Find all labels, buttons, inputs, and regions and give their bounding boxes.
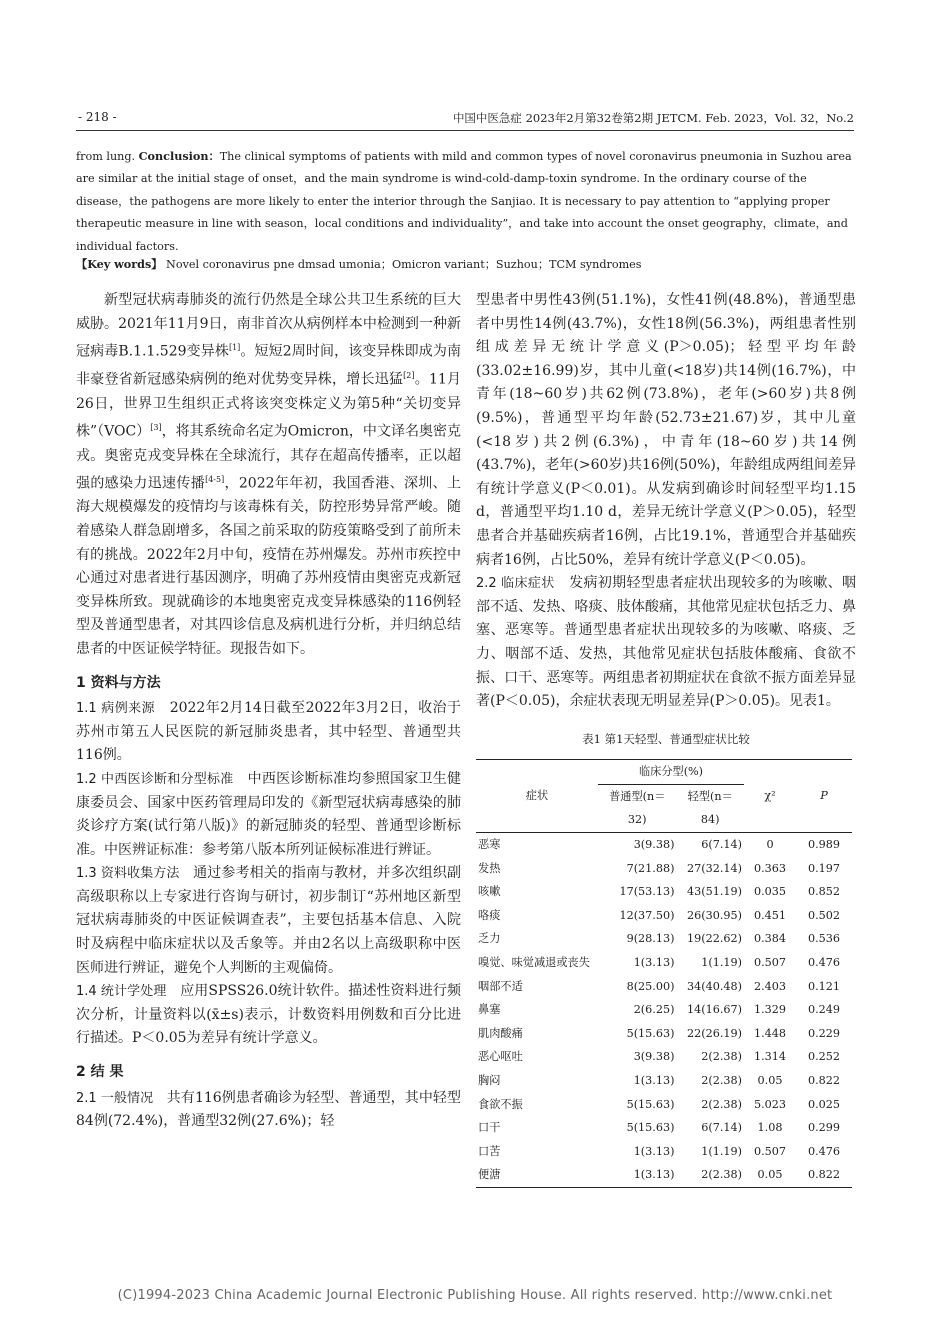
- symptom-cell: 咳嗽: [478, 885, 501, 899]
- mild-cell: 26(30.95): [687, 908, 742, 922]
- common-cell: 2(6.25): [633, 1003, 675, 1017]
- intro-paragraph: 新型冠状病毒肺炎的流行仍然是全球公共卫生系统的巨大威胁。2021年11月9日，南非首次从病例样本中检测到一种新冠病毒B.1.1.529变异株[1]。短短2周时间，该变异株即成为南非豪登省新冠感染病例的绝对优势变异株，增长迅猛[2]。11月26日，世界卫生组织正式将该突变株定义为第5种“关切变异株”（VOC）[3]，将其系统命名定为Omicron，中文译名奥密克戎。奥密克戎变异株在全球流行，其存在超高传播率，正以超强的感染力迅速传播[4-5]，2022年年初，我国香港、深圳、上海大规模爆发的疫情均与该毒株有关，防控形势异常严峻。随着感染人群急剧增多，各国之前采取的防疫策略受到了前所未有的挑战。2022年2月中旬，疫情在苏州爆发。苏州市疾控中心通过对患者进行基因测序，明确了苏州疫情由奥密克戎新冠变异株所致。现就确诊的本地奥密克戎变异株感染的116例轻型及普通型患者，对其四诊信息及病机进行分析，并归纳总结患者的中医证候学特征。现报告如下。: [76, 292, 461, 657]
- chi-cell: 0.363: [753, 861, 787, 875]
- symptom-cell: 咽部不适: [478, 979, 523, 993]
- mild-cell: 2(2.38): [701, 1097, 742, 1111]
- table-row: [476, 1093, 852, 1117]
- col-chi: χ²: [744, 760, 796, 833]
- ref-link[interactable]: [2]: [403, 371, 415, 381]
- mild-cell: 19(22.62): [687, 932, 742, 946]
- common-cell: 5(15.63): [626, 1097, 675, 1111]
- p-cell: 0.822: [796, 1163, 852, 1187]
- common-cell: 17(53.13): [619, 885, 675, 899]
- section-1-3: 1.3 资料收集方法 通过参考相关的指南与教材，并多次组织副高级职称以上专家进行咨询与研讨，初步制订“苏州地区新型冠状病毒肺炎的中医证候调查表”，主要包括基本信息、入院时及病程中临床症状以及舌象等。并由2名以上高级职称中医医师进行辨证，避免个人判断的主观偏倚。: [76, 865, 461, 976]
- ref-link[interactable]: [1]: [228, 343, 241, 353]
- table-row: [476, 998, 852, 1022]
- section-2-2: 2.2 临床症状 发病初期轻型患者症状出现较多的为咳嗽、咽部不适、发热、咯痰、肢体酸痛，其他常见症状包括乏力、鼻塞、恶寒等。普通型患者症状出现较多的为咳嗽、咯痰、乏力、咽部不适、发热，其他常见症状包括肢体酸痛、食欲不振、口干、恶寒等。两组患者初期症状在食欲不振方面差异显著(P＜0.05)，余症状表现无明显差异(P＞0.05)。见表1。: [476, 575, 857, 710]
- chi-cell: 1.314: [753, 1050, 787, 1064]
- mild-cell: 34(40.48): [687, 979, 742, 993]
- common-cell: 9(28.13): [626, 932, 675, 946]
- symptom-cell: 发热: [478, 861, 501, 875]
- p-cell: 0.852: [807, 885, 841, 899]
- mild-cell: 14(16.67): [687, 1003, 742, 1017]
- common-cell: 1(3.13): [633, 1144, 675, 1158]
- chi-cell: 1.08: [757, 1121, 783, 1135]
- p-cell: 0.025: [807, 1097, 841, 1111]
- symptom-cell: 鼻塞: [478, 1003, 501, 1017]
- p-cell: 0.502: [807, 908, 841, 922]
- page-number: - 218 -: [78, 110, 117, 124]
- symptom-cell: 恶寒: [478, 838, 501, 852]
- table-row: [476, 1022, 852, 1046]
- mild-cell: 2(2.38): [701, 1074, 742, 1087]
- symptom-cell: 嗅觉、味觉减退或丧失: [478, 956, 590, 970]
- chi-cell: 2.403: [753, 979, 787, 993]
- conclusion-label: Conclusion：: [138, 149, 220, 163]
- p-cell: 0.476: [807, 1144, 841, 1158]
- symptom-cell: 咯痰: [478, 908, 501, 922]
- mild-cell: 27(32.14): [687, 861, 742, 875]
- chi-cell: 0.384: [753, 932, 787, 946]
- chi-cell: 5.023: [753, 1097, 787, 1111]
- common-cell: 5(15.63): [626, 1026, 675, 1040]
- symptom-cell: 肌肉酸痛: [478, 1026, 523, 1040]
- table-row: [476, 975, 852, 999]
- common-cell: 1(3.13): [633, 1074, 675, 1087]
- header-rule: [76, 130, 854, 131]
- table-row: [476, 880, 852, 904]
- symptom-table: [476, 759, 852, 1188]
- p-cell: 0.822: [807, 1074, 841, 1087]
- table-row: [476, 1116, 852, 1140]
- p-cell: 0.249: [807, 1003, 841, 1017]
- p-cell: 0.299: [807, 1121, 841, 1135]
- chi-cell: 1.329: [753, 1003, 787, 1017]
- left-column: [76, 289, 461, 1134]
- table-row: [476, 951, 852, 975]
- mild-cell: 6(7.14): [701, 1121, 742, 1135]
- chi-cell: 0: [766, 838, 774, 852]
- p-cell: 0.121: [807, 979, 841, 993]
- keywords-label: 【Key words】: [76, 257, 163, 271]
- p-cell: 0.197: [807, 861, 841, 875]
- symptom-cell: 口苦: [478, 1144, 501, 1158]
- common-cell: 1(3.13): [633, 956, 675, 970]
- mild-cell: 2(2.38): [701, 1050, 742, 1064]
- chi-cell: 0.05: [744, 1163, 796, 1187]
- symptom-cell: 乏力: [478, 932, 501, 946]
- p-cell: 0.252: [807, 1050, 841, 1064]
- table-row: [476, 1069, 852, 1093]
- common-cell: 1(3.13): [598, 1163, 676, 1187]
- table-row: [476, 1163, 852, 1187]
- section-heading: 2 结 果: [76, 1064, 124, 1081]
- common-cell: 3(9.38): [633, 1050, 675, 1064]
- col-p: P: [796, 760, 852, 833]
- table-row: [476, 1045, 852, 1069]
- section-2-1: 2.1 一般情况 共有116例患者确诊为轻型、普通型，其中轻型84例(72.4%)，普通型32例(27.6%)；轻: [76, 1089, 461, 1130]
- chi-cell: 0.05: [757, 1074, 783, 1087]
- chi-cell: 0.035: [753, 885, 787, 899]
- ref-link[interactable]: [4-5]: [205, 475, 225, 485]
- symptom-cell: 便溏: [476, 1163, 598, 1187]
- mild-cell: 1(1.19): [701, 956, 742, 970]
- chi-cell: 0.507: [753, 1144, 787, 1158]
- section-1-4: 1.4 统计学处理 应用SPSS26.0统计软件。描述性资料进行频次分析，计量资料以(x̄±s)表示，计数资料用例数和百分比进行描述。P＜0.05为差异有统计学意义。: [76, 983, 461, 1047]
- general-paragraph: 型患者中男性43例(51.1%)，女性41例(48.8%)，普通型患者中男性14例(43.7%)，女性18例(56.3%)，两组患者性别组成差异无统计学意义(P＞0.05)；轻型平均年龄(33.02±16.99)岁，其中儿童(<18岁)共14例(16.7%)，中青年(18~60岁)共62例(73.8%)，老年(>60岁)共8例(9.5%)，普通型平均年龄(52.73±21.67)岁，其中儿童(<18岁)共2例(6.3%)，中青年(18~60岁)共14例(43.7%)，老年(>60岁)共16例(50%)，年龄组成两组间差异有统计学意义(P＜0.01)。从发病到确诊时间轻型平均1.15 d，普通型平均1.10 d，差异无统计学意义(P＞0.05)，轻型患者合并基础疾病者16例，占比19.1%，普通型合并基础疾病者16例，占比50%，差异有统计学意义(P＜0.05)。: [476, 292, 856, 568]
- abstract: [76, 145, 854, 258]
- keywords: [76, 256, 854, 272]
- common-cell: 3(9.38): [633, 838, 675, 852]
- col-group: 临床分型(%): [598, 760, 744, 785]
- mild-cell: 6(7.14): [701, 838, 742, 852]
- chi-cell: 0.507: [753, 956, 787, 970]
- section-1-1: 1.1 病例来源 2022年2月14日截至2022年3月2日，收治于苏州市第五人民医院的新冠肺炎患者，其中轻型、普通型共116例。: [76, 700, 461, 764]
- section-heading: 1 资料与方法: [76, 674, 161, 691]
- common-cell: 5(15.63): [626, 1121, 675, 1135]
- conclusion-text: The clinical symptoms of patients with mild and common types of novel coronavirus pneumonia in Suzhou area are similar at the initial stage of onset，and the main syndrome is wind-cold-damp-toxin syndrome. In the ordinary course of the disease，the pathogens are more likely to enter the interior through the Sanjiao. It is necessary to pay attention to “applying proper therapeutic measure in line with season，local conditions and individuality”，and take into account the onset geography，climate，and individual factors.: [76, 150, 852, 253]
- mild-cell: 2(2.38): [676, 1163, 744, 1187]
- chi-cell: 1.448: [753, 1026, 787, 1040]
- p-cell: 0.476: [807, 956, 841, 970]
- p-cell: 0.989: [807, 838, 841, 852]
- col-common: 普通型(n＝32): [598, 784, 676, 832]
- table-row: [476, 927, 852, 951]
- abstract-text: from lung.: [76, 150, 139, 163]
- table-row: [476, 904, 852, 928]
- mild-cell: 22(26.19): [687, 1026, 742, 1040]
- table-row: [476, 833, 852, 857]
- col-mild: 轻型(n＝84): [676, 784, 744, 832]
- journal-header: 中国中医急症 2023年2月第32卷第2期 JETCM. Feb. 2023，Vol. 32，No.2: [452, 111, 854, 125]
- common-cell: 12(37.50): [619, 908, 675, 922]
- section-1-2: 1.2 中西医诊断和分型标准 中西医诊断标准均参照国家卫生健康委员会、国家中医药管理局印发的《新型冠状病毒感染的肺炎诊疗方案(试行第八版)》的新冠肺炎的轻型、普通型诊断标准。中医辨证标准：参考第八版本所列证候标准进行辨证。: [76, 770, 462, 858]
- copyright-footer: (C)1994-2023 China Academic Journal Electronic Publishing House. All rights reserved. http://www.cnki.net: [117, 1288, 833, 1303]
- mild-cell: 43(51.19): [687, 885, 742, 899]
- mild-cell: 1(1.19): [701, 1144, 742, 1158]
- ref-link[interactable]: [3]: [150, 423, 162, 433]
- symptom-cell: 恶心呕吐: [478, 1050, 523, 1064]
- col-symptom: 症状: [476, 760, 598, 833]
- symptom-cell: 食欲不振: [478, 1097, 523, 1111]
- symptom-cell: 胸闷: [478, 1074, 501, 1087]
- p-cell: 0.536: [807, 932, 841, 946]
- table-row: [476, 857, 852, 881]
- right-column: [476, 289, 856, 1188]
- keywords-text: Novel coronavirus pne dmsad umonia；Omicron variant；Suzhou；TCM syndromes: [166, 258, 642, 271]
- chi-cell: 0.451: [753, 908, 787, 922]
- p-cell: 0.229: [807, 1026, 841, 1040]
- table-caption: 表1 第1天轻型、普通型症状比较: [582, 731, 750, 746]
- common-cell: 8(25.00): [626, 979, 675, 993]
- symptom-cell: 口干: [478, 1121, 501, 1135]
- table-row: [476, 1140, 852, 1164]
- common-cell: 7(21.88): [626, 861, 675, 875]
